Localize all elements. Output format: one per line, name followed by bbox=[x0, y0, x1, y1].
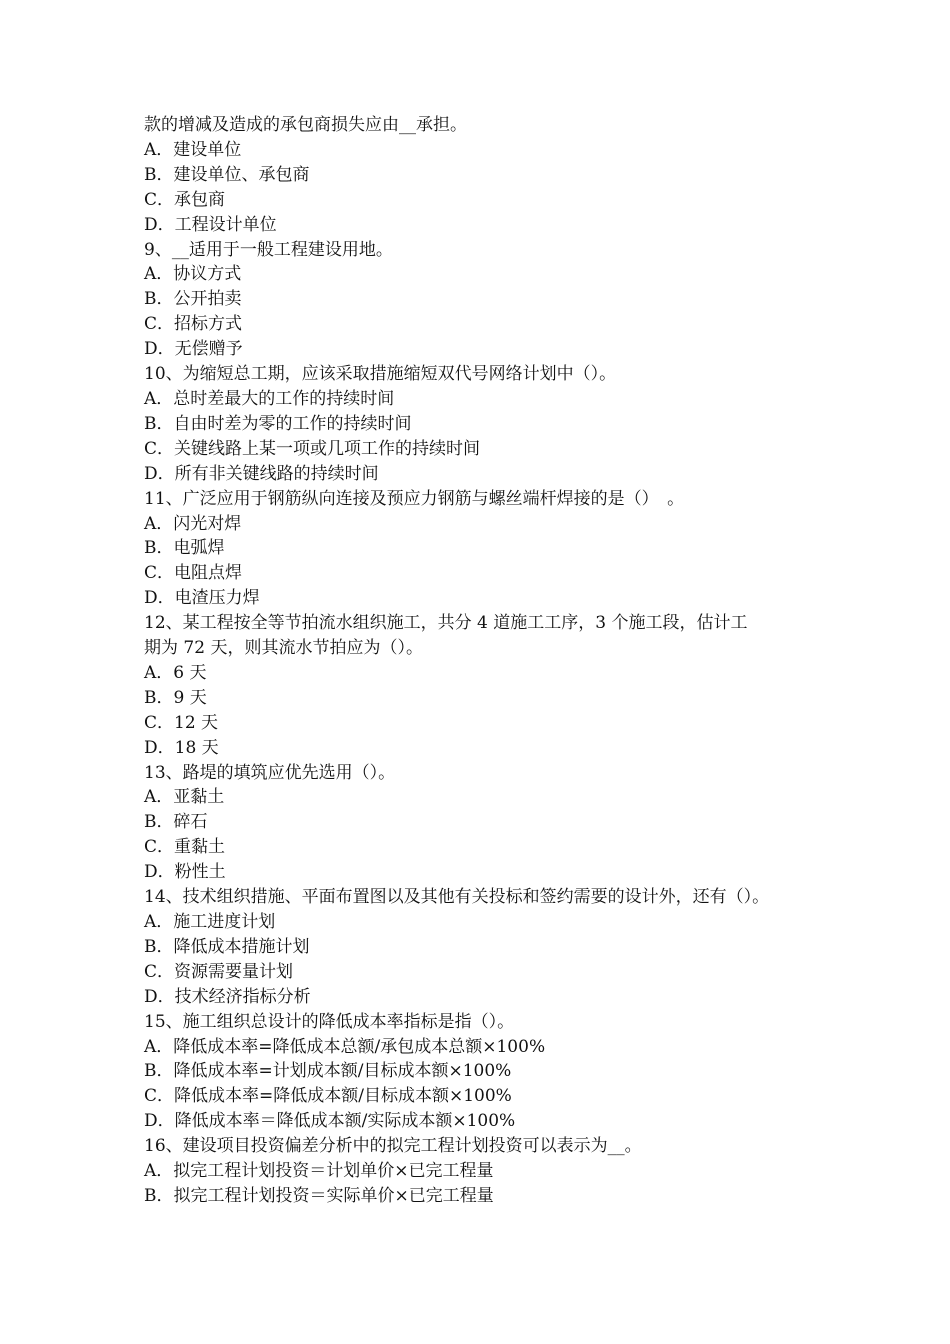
text-line: A．拟完工程计划投资＝计划单价×已完工程量 bbox=[144, 1161, 494, 1182]
text-line: B．9 天 bbox=[144, 687, 207, 708]
text-line: A．降低成本率=降低成本总额/承包成本总额×100% bbox=[144, 1036, 546, 1057]
text-line: 期为 72 天，则其流水节拍应为（）。 bbox=[144, 638, 423, 659]
text-line: 10、为缩短总工期，应该采取措施缩短双代号网络计划中（）。 bbox=[144, 364, 617, 385]
text-line: 12、某工程按全等节拍流水组织施工，共分 4 道施工工序，3 个施工段，估计工 bbox=[144, 613, 748, 634]
text-line: D．电渣压力焊 bbox=[144, 588, 260, 609]
text-line: B．公开拍卖 bbox=[144, 289, 242, 310]
text-line: B．自由时差为零的工作的持续时间 bbox=[144, 413, 412, 434]
text-line: C．电阻点焊 bbox=[144, 563, 243, 584]
text-line: C．承包商 bbox=[144, 189, 226, 210]
text-line: D．粉性土 bbox=[144, 862, 226, 883]
text-line: 14、技术组织措施、平面布置图以及其他有关投标和签约需要的设计外，还有（）。 bbox=[144, 887, 770, 908]
text-line: A．施工进度计划 bbox=[144, 912, 276, 932]
text-line: D．无偿赠予 bbox=[144, 339, 243, 360]
text-line: C．12 天 bbox=[144, 712, 219, 733]
text-line: B．电弧焊 bbox=[144, 538, 225, 559]
text-line: A．闪光对焊 bbox=[144, 513, 242, 534]
text-line: A．建设单位 bbox=[144, 139, 242, 160]
text-line: B．降低成本率=计划成本额/目标成本额×100% bbox=[144, 1061, 512, 1082]
text-line: 11、广泛应用于钢筋纵向连接及预应力钢筋与螺丝端杆焊接的是（） 。 bbox=[144, 488, 685, 509]
text-line: A．6 天 bbox=[144, 662, 207, 683]
text-line: D．18 天 bbox=[144, 737, 219, 758]
text-line: D．技术经济指标分析 bbox=[144, 986, 311, 1007]
text-line: 13、路堤的填筑应优先选用（）。 bbox=[144, 762, 396, 783]
text-line: D．工程设计单位 bbox=[144, 214, 277, 235]
text-line: C．资源需要量计划 bbox=[144, 961, 294, 982]
question-text-block bbox=[144, 113, 824, 1209]
text-line: B．拟完工程计划投资＝实际单价×已完工程量 bbox=[144, 1185, 494, 1206]
text-line: C．重黏土 bbox=[144, 837, 226, 858]
text-line: B．建设单位、承包商 bbox=[144, 164, 310, 185]
text-line: C．降低成本率=降低成本额/目标成本额×100% bbox=[144, 1086, 512, 1107]
text-line: 15、施工组织总设计的降低成本率指标是指（）。 bbox=[144, 1011, 515, 1032]
text-line: B．降低成本措施计划 bbox=[144, 936, 310, 957]
text-line: 9、__适用于一般工程建设用地。 bbox=[144, 239, 393, 260]
text-line: 款的增减及造成的承包商损失应由__承担。 bbox=[144, 115, 467, 135]
text-line: D．降低成本率＝降低成本额/实际成本额×100% bbox=[144, 1111, 516, 1132]
text-line: C．关键线路上某一项或几项工作的持续时间 bbox=[144, 438, 481, 459]
text-line: A．亚黏土 bbox=[144, 787, 225, 808]
text-line: C．招标方式 bbox=[144, 314, 243, 335]
text-line: 16、建设项目投资偏差分析中的拟完工程计划投资可以表示为__。 bbox=[144, 1136, 642, 1157]
text-line: A．协议方式 bbox=[144, 264, 242, 285]
text-line: B．碎石 bbox=[144, 812, 208, 833]
text-line: A．总时差最大的工作的持续时间 bbox=[144, 388, 395, 409]
text-line: D．所有非关键线路的持续时间 bbox=[144, 463, 379, 484]
